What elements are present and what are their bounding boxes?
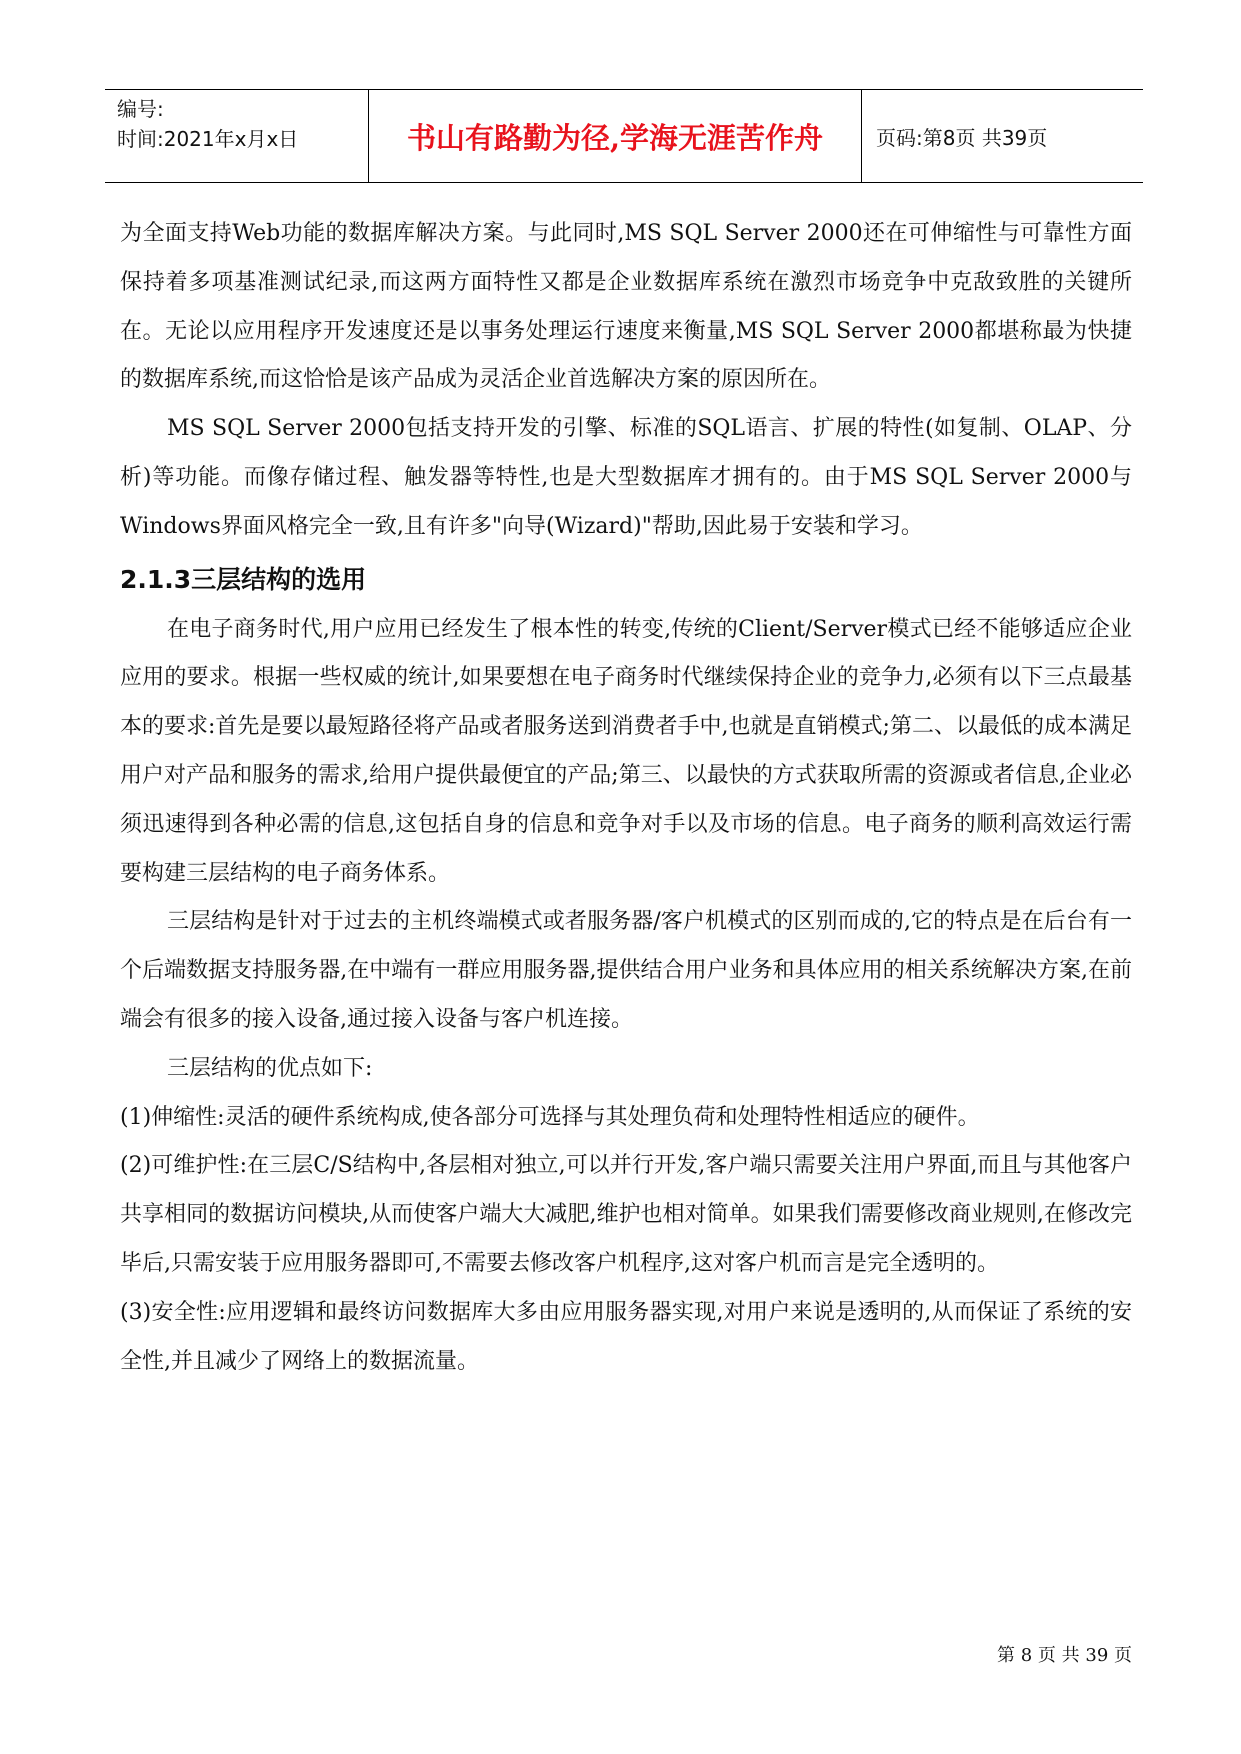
- page-header: [105, 89, 1143, 183]
- document-body: [120, 210, 1132, 1386]
- header-meta: [105, 90, 369, 182]
- paragraph: 为全面支持Web功能的数据库解决方案。与此同时,MS SQL Server 2000还在可伸缩性与可靠性方面保持着多项基准测试纪录,而这两方面特性又都是企业数据库系统在激烈市场竞争中克敌致胜的关键所在。无论以应用程序开发速度还是以事务处理运行速度来衡量,MS SQL Server 2000都堪称最为快捷的数据库系统,而这恰恰是该产品成为灵活企业首选解决方案的原因所在。: [120, 221, 1132, 393]
- document-time-label: 时间:2021年x月x日: [117, 127, 299, 151]
- list-item: (2)可维护性:在三层C/S结构中,各层相对独立,可以并行开发,客户端只需要关注用户界面,而且与其他客户共享相同的数据访问模块,从而使客户端大大减肥,维护也相对简单。如果我们需要修改商业规则,在修改完毕后,只需安装于应用服务器即可,不需要去修改客户机程序,这对客户机而言是完全透明的。: [120, 1153, 1132, 1276]
- document-number-label: 编号:: [117, 97, 164, 121]
- section-heading: 2.1.3三层结构的选用: [120, 564, 367, 594]
- page-footer: 第 8 页 共 39 页: [997, 1645, 1132, 1666]
- paragraph: 在电子商务时代,用户应用已经发生了根本性的转变,传统的Client/Server模式已经不能够适应企业应用的要求。根据一些权威的统计,如果要想在电子商务时代继续保持企业的竞争力,必须有以下三点最基本的要求:首先是要以最短路径将产品或者服务送到消费者手中,也就是直销模式;第二、以最低的成本满足用户对产品和服务的需求,给用户提供最便宜的产品;第三、以最快的方式获取所需的资源或者信息,企业必须迅速得到各种必需的信息,这包括自身的信息和竞争对手以及市场的信息。电子商务的顺利高效运行需要构建三层结构的电子商务体系。: [120, 616, 1132, 886]
- paragraph: 三层结构的优点如下:: [167, 1055, 373, 1081]
- list-item: (3)安全性:应用逻辑和最终访问数据库大多由应用服务器实现,对用户来说是透明的,从而保证了系统的安全性,并且减少了网络上的数据流量。: [120, 1299, 1132, 1374]
- paragraph: 三层结构是针对于过去的主机终端模式或者服务器/客户机模式的区别而成的,它的特点是在后台有一个后端数据支持服务器,在中端有一群应用服务器,提供结合用户业务和具体应用的相关系统解决方案,在前端会有很多的接入设备,通过接入设备与客户机连接。: [120, 909, 1132, 1032]
- paragraph: MS SQL Server 2000包括支持开发的引擎、标准的SQL语言、扩展的特性(如复制、OLAP、分析)等功能。而像存储过程、触发器等特性,也是大型数据库才拥有的。由于MS SQL Server 2000与Windows界面风格完全一致,且有许多"向导(Wizard)"帮助,因此易于安装和学习。: [120, 416, 1132, 539]
- header-page-label: 页码:第8页 共39页: [876, 125, 1048, 150]
- list-item: (1)伸缩性:灵活的硬件系统构成,使各部分可选择与其处理负荷和处理特性相适应的硬件。: [120, 1104, 980, 1130]
- header-motto: 书山有路勤为径,学海无涯苦作舟: [369, 90, 862, 182]
